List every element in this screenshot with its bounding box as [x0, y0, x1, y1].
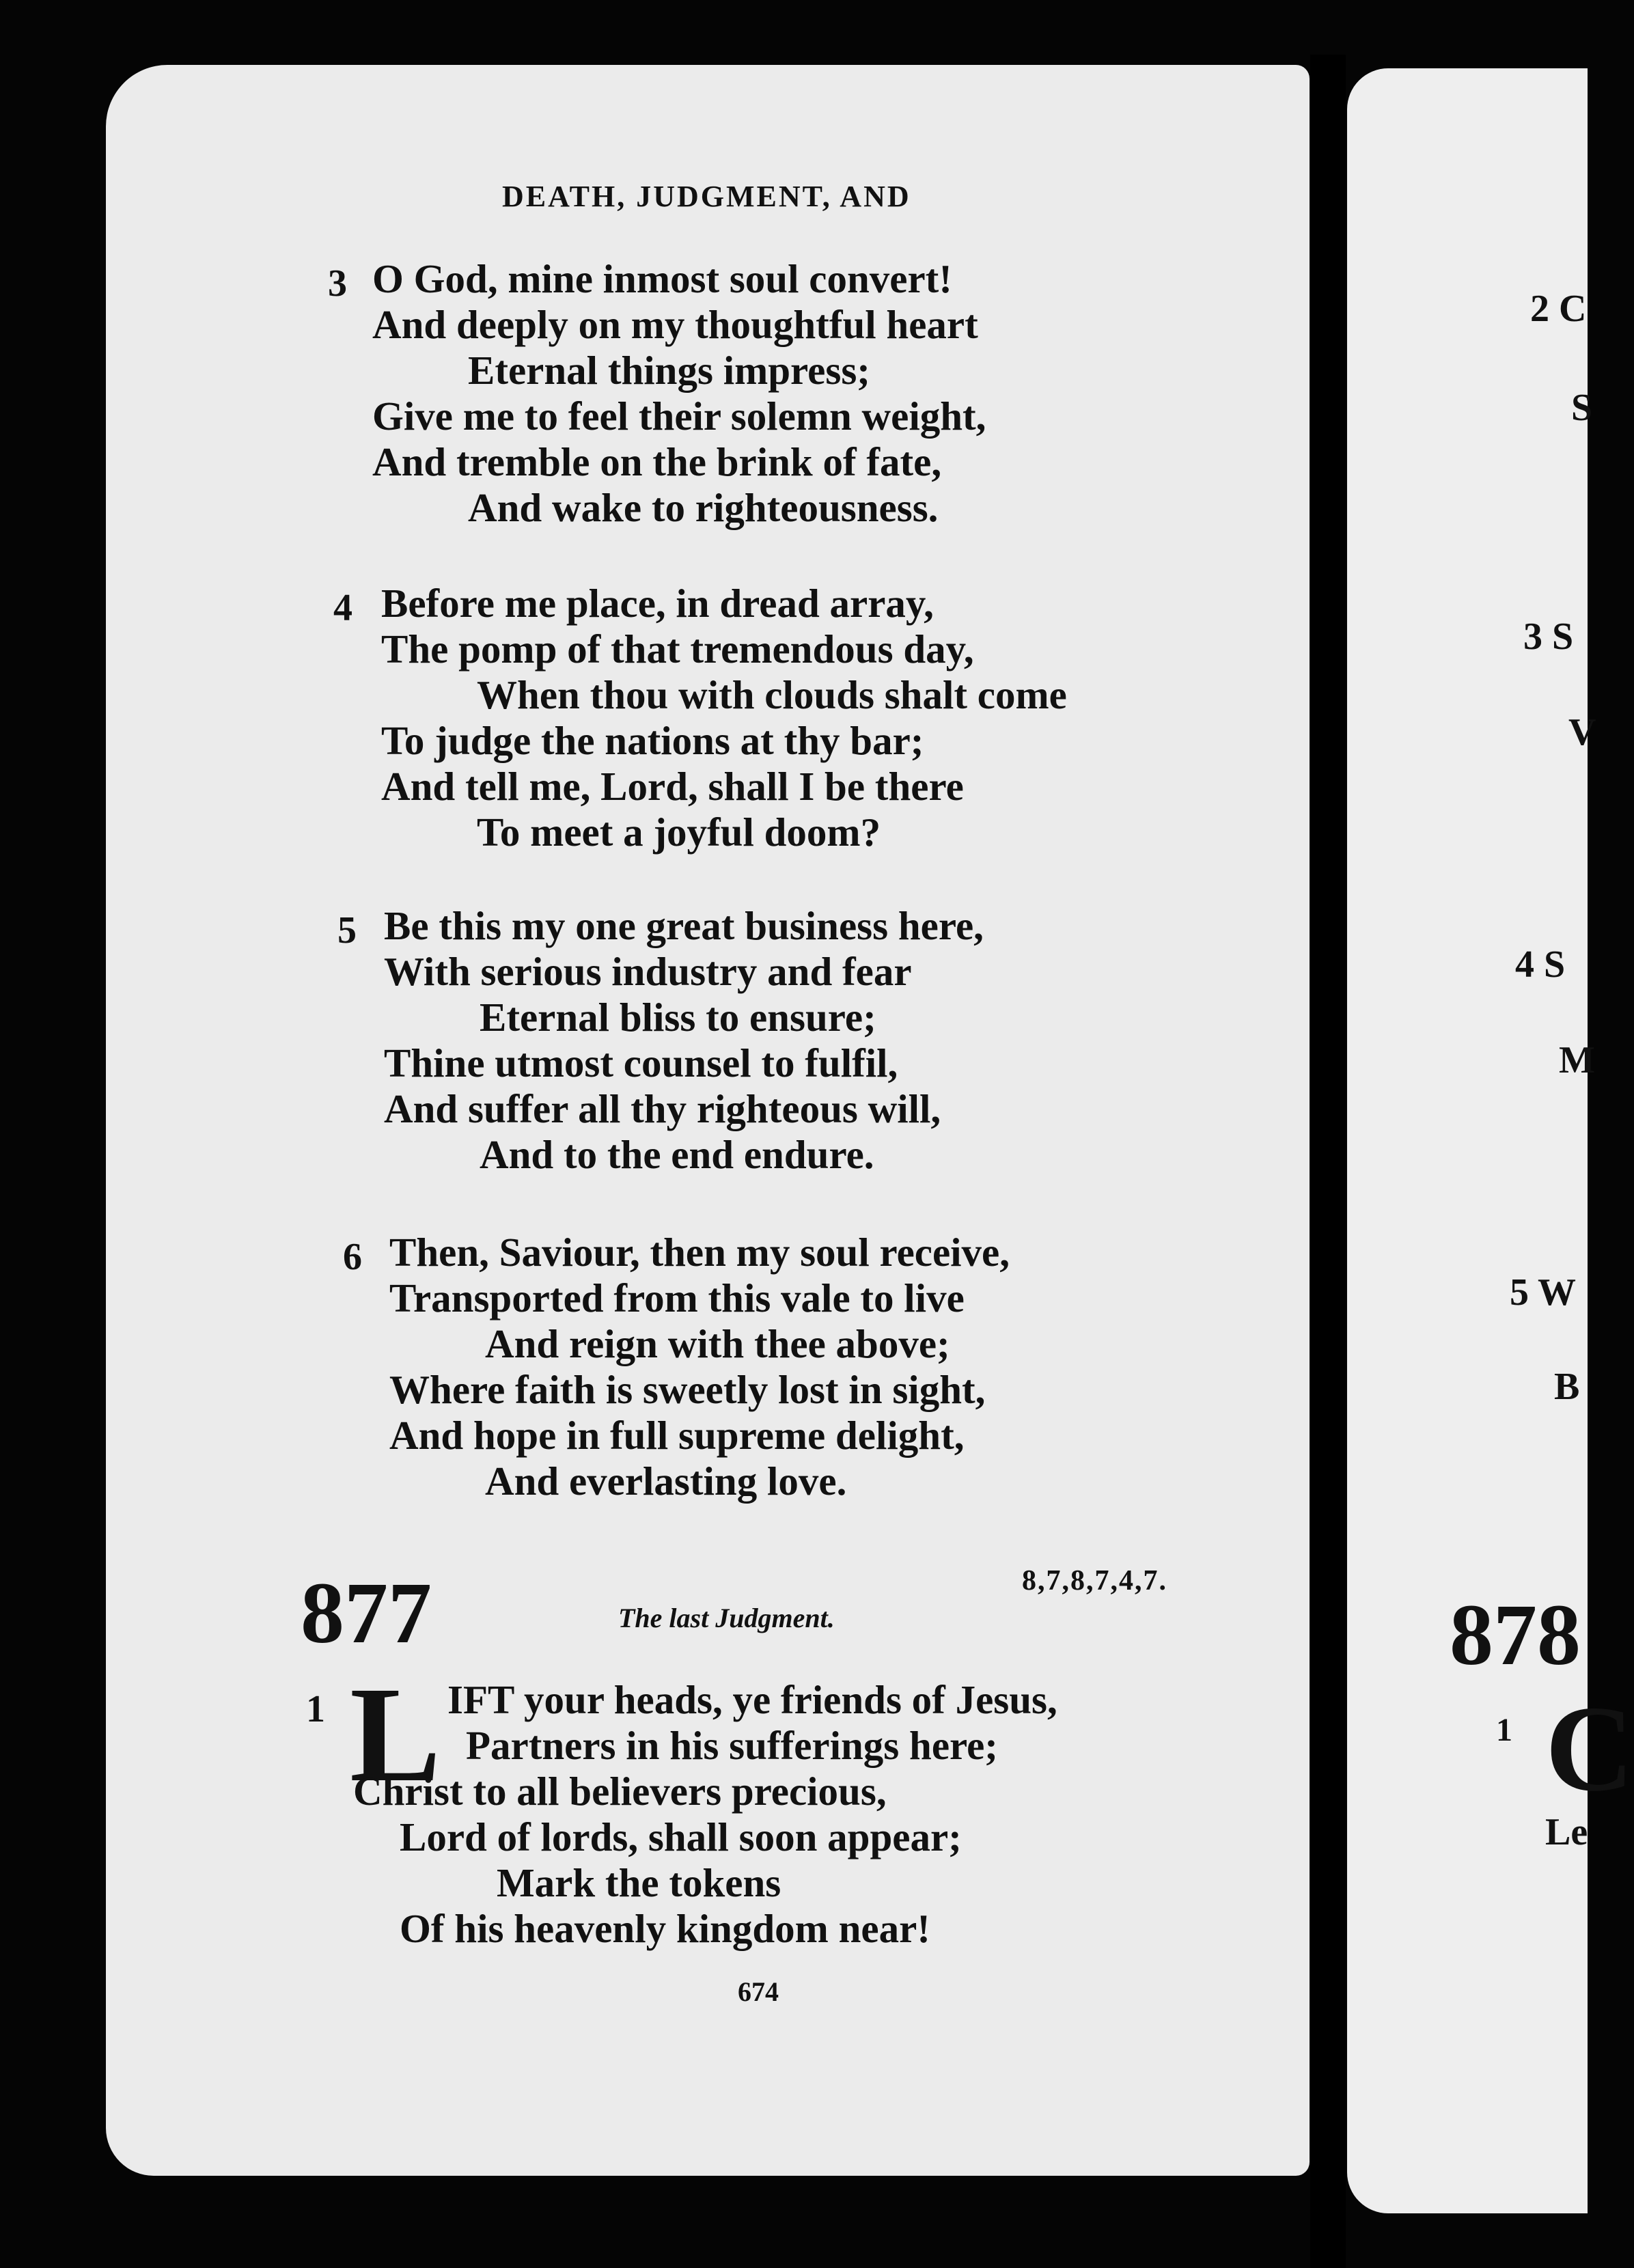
hymn-stanza-number: 1 — [306, 1688, 325, 1730]
right-fragment: V — [1568, 711, 1596, 753]
right-fragment: 5 W — [1510, 1271, 1576, 1314]
stanza-number: 4 — [333, 587, 352, 629]
verse-line: The pomp of that tremendous day, — [381, 626, 974, 672]
verse-line: And tell me, Lord, shall I be there — [381, 764, 964, 809]
stanza-number: 5 — [337, 909, 357, 952]
running-header: DEATH, JUDGMENT, AND — [502, 180, 911, 213]
verse-line: To meet a joyful doom? — [477, 810, 881, 855]
verse-line: Thine utmost counsel to fulfil, — [384, 1040, 898, 1085]
stanza-3 — [328, 256, 986, 531]
right-page — [1347, 68, 1588, 2213]
right-fragment: 3 S — [1523, 616, 1574, 658]
verse-line: Lord of lords, shall soon appear; — [400, 1814, 962, 1859]
right-fragment: B — [1554, 1366, 1580, 1408]
page-number: 674 — [738, 1976, 779, 2007]
verse-line: And reign with thee above; — [485, 1321, 950, 1366]
stanza-5 — [337, 903, 984, 1178]
verse-line: Partners in his sufferings here; — [466, 1723, 998, 1768]
verse-line: And everlasting love. — [485, 1458, 847, 1504]
verse-line: O God, mine inmost soul convert! — [372, 256, 952, 301]
verse-line: And suffer all thy righteous will, — [384, 1086, 941, 1131]
verse-line: Be this my one great business here, — [384, 903, 984, 948]
verse-line: And to the end endure. — [480, 1132, 874, 1177]
right-fragment: 4 S — [1515, 943, 1566, 986]
right-fragment: Le — [1545, 1811, 1588, 1853]
verse-line: Christ to all believers precious, — [353, 1769, 887, 1814]
verse-line: Mark the tokens — [497, 1860, 781, 1905]
verse-line: To judge the nations at thy bar; — [381, 718, 924, 763]
right-fragment: M — [1559, 1039, 1595, 1081]
book-gutter — [1310, 55, 1346, 2268]
verse-line: Before me place, in dread array, — [381, 581, 934, 626]
verse-line: Eternal things impress; — [468, 348, 870, 393]
right-fragment: S — [1571, 387, 1593, 429]
verse-line: And deeply on my thoughtful heart — [372, 302, 978, 347]
drop-cap: L — [350, 1659, 441, 1810]
verse-line: And hope in full supreme delight, — [389, 1413, 965, 1458]
verse-line: Eternal bliss to ensure; — [480, 995, 876, 1040]
verse-line: Give me to feel their solemn weight, — [372, 393, 986, 439]
right-fragment: 2 C — [1530, 288, 1587, 330]
verse-line: With serious industry and fear — [384, 949, 912, 994]
hymn-title: The last Judgment. — [618, 1603, 835, 1633]
stanza-6 — [343, 1230, 1010, 1504]
verse-line: And tremble on the brink of fate, — [372, 439, 942, 484]
verse-line: When thou with clouds shalt come — [477, 672, 1067, 717]
stanza-4 — [333, 581, 1067, 855]
hymn-877-stanza-1 — [353, 1677, 1057, 1952]
stanza-number: 6 — [343, 1236, 362, 1278]
next-hymn-number: 878 — [1450, 1586, 1581, 1683]
verse-line: Transported from this vale to live — [389, 1275, 965, 1320]
verse-line: Then, Saviour, then my soul receive, — [389, 1230, 1010, 1275]
right-fragment: 1 — [1496, 1712, 1512, 1748]
verse-line: And wake to righteousness. — [468, 485, 939, 530]
right-drop-cap: C — [1545, 1681, 1634, 1816]
hymn-meter: 8,7,8,7,4,7. — [1022, 1565, 1167, 1596]
hymn-number: 877 — [301, 1564, 432, 1661]
verse-line: Of his heavenly kingdom near! — [400, 1906, 930, 1951]
stanza-number: 3 — [328, 262, 347, 305]
verse-line: Where faith is sweetly lost in sight, — [389, 1367, 986, 1412]
verse-line: IFT your heads, ye friends of Jesus, — [447, 1677, 1057, 1722]
